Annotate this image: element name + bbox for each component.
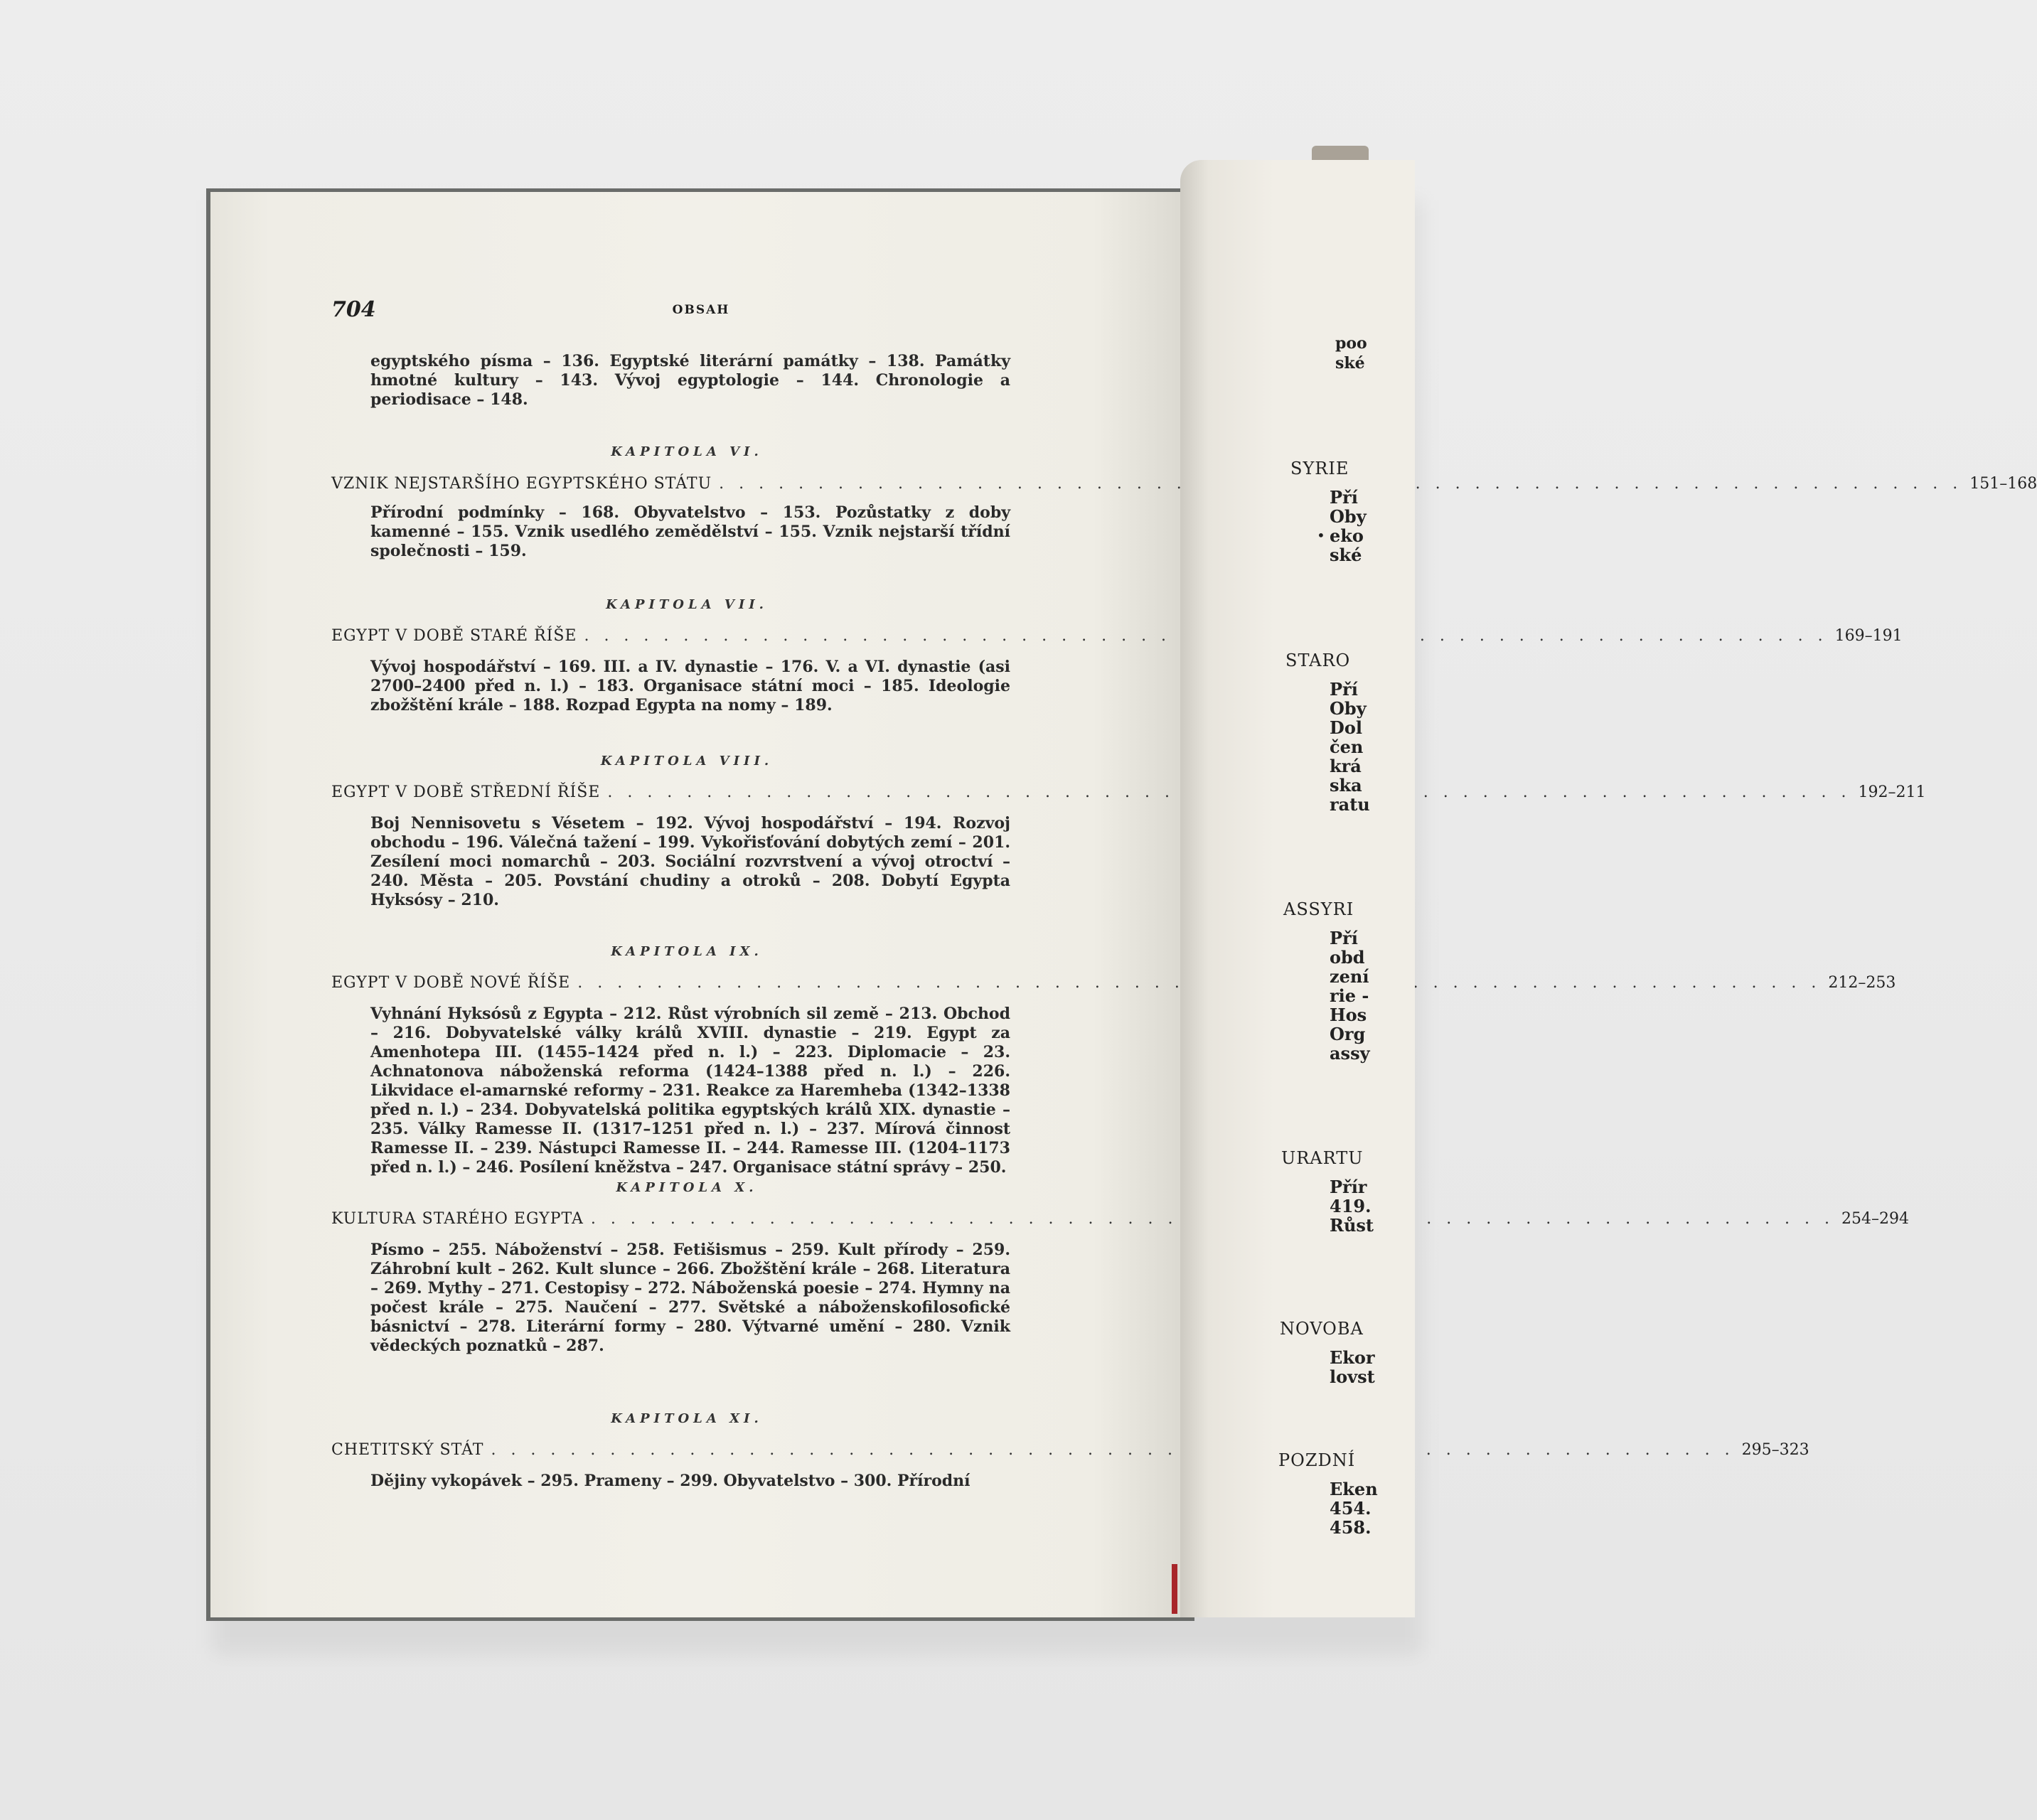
right-text-fragment: eko (1330, 525, 1364, 546)
right-text-fragment: ské (1335, 354, 1365, 373)
right-text-fragment: Pří (1330, 928, 1358, 948)
chapter-heading (331, 627, 1903, 645)
chapter-label: KAPITOLA VII. (606, 597, 768, 612)
chapter-summary: Písmo – 255. Náboženství – 258. Fetišismus – 259. Kult přírody – 259. Záhrobní kult – 262. Kult slunce – 266. Zbožštění krále – 268. Literatura – 269. Mythy – 271. Cestopisy – 272. Náboženská poesie – 274. Hymny na počest krále – 275. Naučení – 277. Světské a náboženskofilosofické básnictví – 278. Literární formy – 280. Výtvarné umění – 280. Vznik vědeckých poznatků – 287. (370, 1241, 1010, 1355)
chapter-title: VZNIK NEJSTARŠÍHO EGYPTSKÉHO STÁTU (331, 475, 712, 493)
chapter-pages: 295–323 (1741, 1441, 1809, 1459)
right-heading-fragment: ASSYRI (1283, 899, 1354, 919)
right-text-fragment: Pří (1330, 487, 1358, 508)
chapter-pages: 254–294 (1841, 1210, 1910, 1228)
leader-dots (491, 1441, 1734, 1459)
chapter-label: KAPITOLA VIII. (600, 754, 774, 769)
right-heading-fragment: STARO (1285, 651, 1351, 670)
chapter-heading (331, 475, 2037, 493)
right-text-fragment: 419. (1330, 1196, 1372, 1216)
right-text-fragment: Pří (1330, 679, 1358, 700)
chapter-label: KAPITOLA XI. (611, 1411, 763, 1426)
right-text-fragment: rie - (1330, 985, 1369, 1006)
right-text-fragment: Hos (1330, 1005, 1367, 1025)
chapter-heading (331, 1441, 1809, 1459)
chapter-summary: Boj Nennisovetu s Vésetem – 192. Vývoj hospodářství – 194. Rozvoj obchodu – 196. Válečná tažení – 199. Vykořisťování dobytých zemí – 201. Zesílení moci nomarchů – 203. Sociální rozvrstvení a vývoj otroctví – 240. Města – 205. Povstání chudiny a otroků – 208. Dobytí Egypta Hyksósy – 210. (370, 814, 1010, 909)
right-heading-fragment: URARTU (1281, 1148, 1364, 1168)
right-text-fragment: Eken (1330, 1479, 1378, 1499)
intro-text: egyptského písma – 136. Egyptské literární památky – 138. Památky hmotné kultury – 143. Vývoj egyptologie – 144. Chronologie a periodisace – 148. (370, 352, 1010, 409)
right-heading-fragment: POZDNÍ (1278, 1450, 1356, 1470)
right-text-fragment: zení (1330, 966, 1369, 987)
chapter-title: KULTURA STARÉHO EGYPTA (331, 1210, 584, 1228)
bullet-mark: • (1317, 527, 1325, 544)
chapter-title: EGYPT V DOBĚ STARÉ ŘÍŠE (331, 627, 577, 645)
right-text-fragment: lovst (1330, 1366, 1375, 1387)
chapter-label: KAPITOLA VI. (611, 444, 763, 459)
running-head: OBSAH (672, 303, 730, 317)
chapter-pages: 169–191 (1834, 627, 1903, 645)
right-heading-fragment: NOVOBA (1280, 1319, 1364, 1339)
right-text-fragment: Org (1330, 1024, 1366, 1044)
right-text-fragment: ské (1330, 545, 1362, 565)
right-text-fragment: čen (1330, 737, 1364, 757)
chapter-summary: Vyhnání Hyksósů z Egypta – 212. Růst výrobních sil země – 213. Obchod – 216. Dobyvatelské války králů XVIII. dynastie – 219. Egypt za Amenhotepa III. (1455–1424 před n. l.) – 223. Diplomacie – 23. Achnatonova náboženská reforma (1424–1388 před n. l.) – 226. Likvidace el-amarnské reformy – 231. Reakce za Haremheba (1342–1338 před n. l.) – 234. Dobyvatelská politika egyptských králů XIX. dynastie – 235. Války Ramesse II. (1317–1251 před n. l.) – 237. Mírová činnost Ramesse II. – 239. Nástupci Ramesse II. – 244. Ramesse III. (1204–1173 před n. l.) – 246. Posílení kněžstva – 247. Organisace státní správy – 250. (370, 1005, 1010, 1177)
chapter-pages: 192–211 (1858, 783, 1926, 801)
right-text-fragment: poo (1335, 334, 1367, 353)
right-heading-fragment: SYRIE (1290, 459, 1349, 478)
chapter-summary: Vývoj hospodářství – 169. III. a IV. dynastie – 176. V. a VI. dynastie (asi 2700–2400 před n. l.) – 183. Organisace státní moci – 185. Ideologie zbožštění krále – 188. Rozpad Egypta na nomy – 189. (370, 658, 1010, 714)
right-text-fragment: Přír (1330, 1177, 1367, 1197)
chapter-summary: Dějiny vykopávek – 295. Prameny – 299. Obyvatelstvo – 300. Přírodní (370, 1472, 971, 1490)
page-number: 704 (331, 297, 376, 322)
right-text-fragment: Růst (1330, 1215, 1374, 1236)
right-text-fragment: ska (1330, 775, 1362, 796)
right-text-fragment: Oby (1330, 698, 1367, 719)
right-page (1180, 160, 1415, 1617)
chapter-label: KAPITOLA IX. (611, 944, 763, 959)
right-text-fragment: 454. (1330, 1498, 1372, 1519)
chapter-pages: 151–168 (1969, 475, 2037, 493)
chapter-title: EGYPT V DOBĚ NOVÉ ŘÍŠE (331, 974, 571, 992)
bookmark-ribbon (1172, 1564, 1177, 1614)
chapter-label: KAPITOLA X. (616, 1180, 758, 1195)
chapter-summary: Přírodní podmínky – 168. Obyvatelstvo – 153. Pozůstatky z doby kamenné – 155. Vznik usedlého zemědělství – 155. Vznik nejstarší třídní společnosti – 159. (370, 503, 1010, 560)
right-text-fragment: assy (1330, 1043, 1370, 1064)
right-text-fragment: 458. (1330, 1517, 1372, 1538)
right-text-fragment: ratu (1330, 794, 1370, 815)
chapter-title: CHETITSKÝ STÁT (331, 1441, 484, 1459)
chapter-pages: 212–253 (1828, 974, 1896, 992)
right-text-fragment: Dol (1330, 717, 1362, 738)
right-text-fragment: krá (1330, 756, 1362, 776)
right-text-fragment: Oby (1330, 506, 1367, 527)
chapter-title: EGYPT V DOBĚ STŘEDNÍ ŘÍŠE (331, 783, 601, 801)
right-text-fragment: Ekor (1330, 1347, 1375, 1368)
right-text-fragment: obd (1330, 947, 1365, 968)
